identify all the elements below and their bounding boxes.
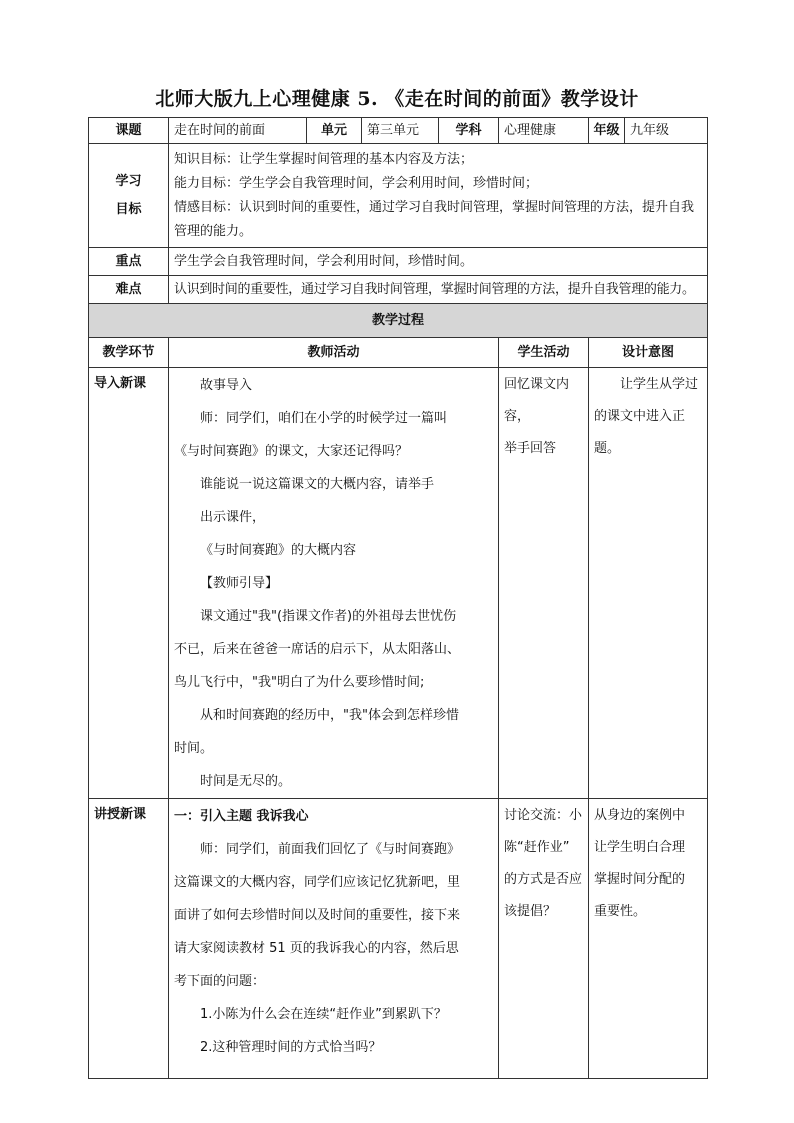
teacher-line: 课文通过"我"(指课文作者)的外祖母去世忧伤 — [200, 609, 457, 624]
column-header-teacher: 教师活动 — [169, 338, 499, 368]
document-title: 北师大版九上心理健康 5. 《走在时间的前面》教学设计 — [155, 88, 639, 110]
table-row — [89, 368, 708, 799]
column-header-row — [89, 338, 708, 368]
goal-line: 知识目标：让学生掌握时间管理的基本内容及方法； — [174, 151, 474, 167]
design-intent-cell — [589, 368, 708, 799]
column-header-stage: 教学环节 — [89, 338, 169, 368]
intent-line: 让学生明白合理 — [594, 840, 686, 855]
unit-label: 单元 — [307, 118, 362, 144]
goal-line: 管理的能力。 — [174, 223, 253, 239]
intent-line: 让学生从学过 — [620, 377, 699, 392]
student-line: 的方式是否应 — [504, 872, 583, 887]
teacher-line: 不已，后来在爸爸一席话的启示下，从太阳落山、 — [174, 642, 461, 657]
teacher-line: 时间是无尽的。 — [200, 774, 292, 789]
teacher-line: 出示课件， — [200, 510, 266, 525]
design-intent-cell — [589, 799, 708, 1079]
key-point-text: 学生学会自我管理时间，学会利用时间，珍惜时间。 — [169, 248, 708, 276]
student-line: 陈“赶作业” — [504, 840, 570, 855]
intent-line: 题。 — [594, 441, 621, 456]
unit-value: 第三单元 — [362, 118, 439, 144]
student-activity-cell — [499, 368, 589, 799]
student-activity-cell — [499, 799, 589, 1079]
grade-label: 年级 — [589, 118, 625, 144]
goals-label-line: 目标 — [115, 201, 142, 217]
process-header-row — [89, 304, 708, 338]
key-point-label: 重点 — [89, 248, 169, 276]
goal-line: 能力目标：学生学会自我管理时间，学会利用时间，珍惜时间； — [174, 175, 539, 191]
teacher-line: 《与时间赛跑》的大概内容 — [200, 543, 357, 558]
teacher-line: 师：同学们，前面我们回忆了《与时间赛跑》 — [200, 842, 461, 857]
meta-row — [89, 118, 708, 144]
column-header-intent: 设计意图 — [589, 338, 708, 368]
teacher-line: 面讲了如何去珍惜时间以及时间的重要性，接下来 — [174, 908, 461, 923]
table-row — [89, 799, 708, 1079]
teacher-line: 《与时间赛跑》的课文，大家还记得吗？ — [174, 444, 409, 459]
student-line: 该提倡？ — [504, 904, 557, 919]
key-point-row — [89, 248, 708, 276]
column-header-student: 学生活动 — [499, 338, 589, 368]
stage-cell: 导入新课 — [89, 368, 169, 799]
teacher-activity-cell — [169, 368, 499, 799]
difficulty-text: 认识到时间的重要性，通过学习自我时间管理，掌握时间管理的方法，提升自我管理的能力。 — [169, 276, 708, 304]
teacher-line: 这篇课文的大概内容，同学们应该记忆犹新吧，里 — [174, 875, 461, 890]
subject-label: 学科 — [439, 118, 499, 144]
subject-value: 心理健康 — [499, 118, 589, 144]
topic-value: 走在时间的前面 — [169, 118, 307, 144]
teacher-line: 2.这种管理时间的方式恰当吗？ — [200, 1040, 382, 1055]
teacher-line: 师：同学们，咱们在小学的时候学过一篇叫 — [200, 411, 448, 426]
goals-label-line: 学习 — [115, 173, 142, 189]
intent-line: 掌握时间分配的 — [594, 872, 686, 887]
difficulty-row — [89, 276, 708, 304]
teacher-line: 考下面的问题： — [174, 974, 266, 989]
teacher-line: 从和时间赛跑的经历中，"我"体会到怎样珍惜 — [200, 708, 459, 723]
intent-line: 从身边的案例中 — [594, 808, 686, 823]
lesson-plan-table — [88, 117, 708, 1079]
student-line: 回忆课文内容， — [504, 377, 570, 424]
topic-label: 课题 — [89, 118, 169, 144]
stage-cell: 讲授新课 — [89, 799, 169, 1079]
goals-content — [169, 144, 708, 248]
teacher-line: 请大家阅读教材 51 页的我诉我心的内容，然后思 — [174, 941, 459, 956]
teacher-line: 鸟儿飞行中，"我"明白了为什么要珍惜时间; — [174, 675, 425, 690]
difficulty-label: 难点 — [89, 276, 169, 304]
grade-value: 九年级 — [625, 118, 708, 144]
goals-row — [89, 144, 708, 248]
student-line: 讨论交流：小 — [504, 808, 583, 823]
intent-line: 的课文中进入正 — [594, 409, 686, 424]
intent-line: 重要性。 — [594, 904, 647, 919]
teacher-activity-cell — [169, 799, 499, 1079]
teacher-line: 【教师引导】 — [200, 576, 279, 591]
teacher-line: 1.小陈为什么会在连续“赶作业”到累趴下？ — [200, 1007, 447, 1022]
teacher-line: 故事导入 — [200, 378, 253, 393]
student-line: 举手回答 — [504, 441, 557, 456]
goals-label — [89, 144, 169, 248]
process-header: 教学过程 — [89, 304, 708, 338]
goal-line: 情感目标：认识到时间的重要性，通过学习自我时间管理，掌握时间管理的方法，提升自我 — [174, 199, 695, 215]
teacher-line: 时间。 — [174, 741, 214, 756]
teacher-line: 谁能说一说这篇课文的大概内容，请举手 — [200, 477, 435, 492]
teacher-line: 一：引入主题 我诉我心 — [174, 809, 309, 824]
